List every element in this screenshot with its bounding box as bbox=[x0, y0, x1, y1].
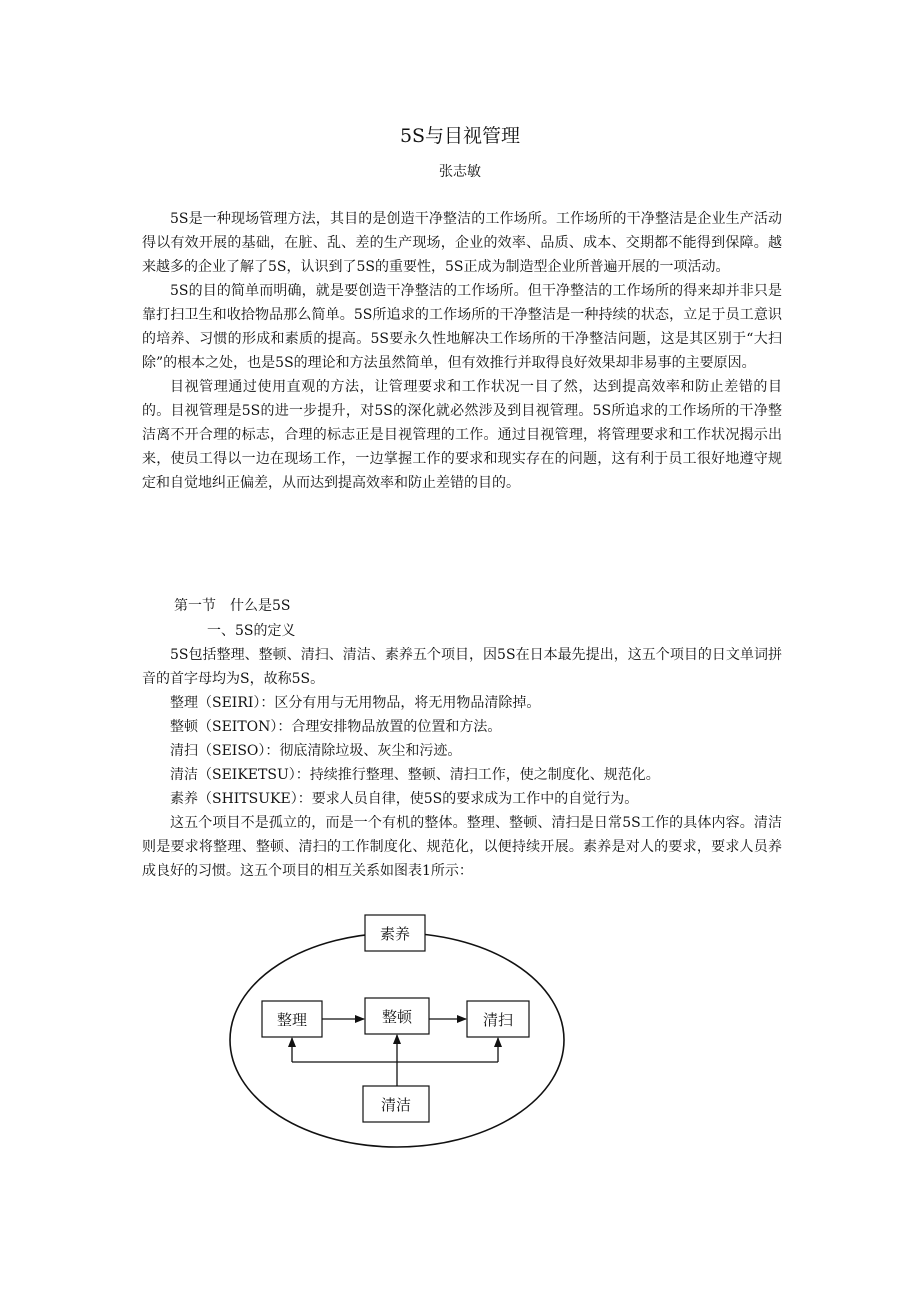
box-zhengli bbox=[262, 1001, 322, 1037]
definition-relationship: 这五个项目不是孤立的，而是一个有机的整体。整理、整顿、清扫是日常5S工作的具体内容。清洁则是要求将整理、整顿、清扫的工作制度化、规范化，以便持续开展。素养是对人的要求，要求人员养成良好的习惯。这五个项目的相互关系如图表1所示： bbox=[142, 815, 782, 879]
section-heading: 第一节 什么是5S bbox=[174, 598, 291, 614]
box-qingjie-label: 清洁 bbox=[380, 1096, 412, 1114]
box-suyang bbox=[365, 915, 425, 951]
box-zhengli-label: 整理 bbox=[276, 1011, 308, 1029]
box-suyang-label: 素养 bbox=[379, 925, 411, 943]
definition-seiso: 清扫（SEISO）：彻底清除垃圾、灰尘和污迹。 bbox=[170, 743, 462, 759]
box-qingjie bbox=[363, 1086, 429, 1122]
definition-seiri: 整理（SEIRI）：区分有用与无用物品，将无用物品清除掉。 bbox=[170, 695, 541, 711]
intro-paragraph-3: 目视管理通过使用直观的方法，让管理要求和工作状况一目了然，达到提高效率和防止差错的目的。目视管理是5S的进一步提升，对5S的深化就必然涉及到目视管理。5S所追求的工作场所的干净整洁离不开合理的标志，合理的标志正是目视管理的工作。通过目视管理，将管理要求和工作状况揭示出来，使员工得以一边在现场工作，一边掌握工作的要求和现实存在的问题，这有利于员工很好地遵守规定和自觉地纠正偏差，从而达到提高效率和防止差错的目的。 bbox=[142, 379, 782, 491]
box-zhengdun-label: 整顿 bbox=[381, 1008, 413, 1026]
intro-paragraph-2: 5S的目的简单而明确，就是要创造干净整洁的工作场所。但干净整洁的工作场所的得来却并非只是靠打扫卫生和收拾物品那么简单。5S所追求的工作场所的干净整洁是一种持续的状态，立足于员工意识的培养、习惯的形成和素质的提高。5S要永久性地解决工作场所的干净整洁问题，这是其区别于“大扫除”的根本之处，也是5S的理论和方法虽然简单，但有效推行并取得良好效果却非易事的主要原因。 bbox=[142, 283, 782, 371]
subsection-heading: 一、5S的定义 bbox=[207, 623, 296, 639]
definition-seiton: 整顿（SEITON）：合理安排物品放置的位置和方法。 bbox=[170, 719, 502, 735]
intro-paragraph-1: 5S是一种现场管理方法，其目的是创造干净整洁的工作场所。工作场所的干净整洁是企业生产活动得以有效开展的基础，在脏、乱、差的生产现场，企业的效率、品质、成本、交期都不能得到保障。越来越多的企业了解了5S，认识到了5S的重要性，5S正成为制造型企业所普遍开展的一项活动。 bbox=[142, 211, 782, 275]
definition-shitsuke: 素养（SHITSUKE）：要求人员自律，使5S的要求成为工作中的自觉行为。 bbox=[170, 791, 639, 807]
definition-seiketsu: 清洁（SEIKETSU）：持续推行整理、整顿、清扫工作，使之制度化、规范化。 bbox=[170, 767, 660, 783]
box-zhengdun bbox=[365, 998, 429, 1034]
box-qingsao bbox=[467, 1001, 529, 1037]
definition-paragraph-intro: 5S包括整理、整顿、清扫、清洁、素养五个项目，因5S在日本最先提出，这五个项目的日文单词拼音的首字母均为S，故称5S。 bbox=[142, 647, 782, 687]
document-author: 张志敏 bbox=[439, 164, 481, 180]
document-title: 5S与目视管理 bbox=[399, 125, 521, 147]
box-qingsao-label: 清扫 bbox=[482, 1011, 514, 1029]
